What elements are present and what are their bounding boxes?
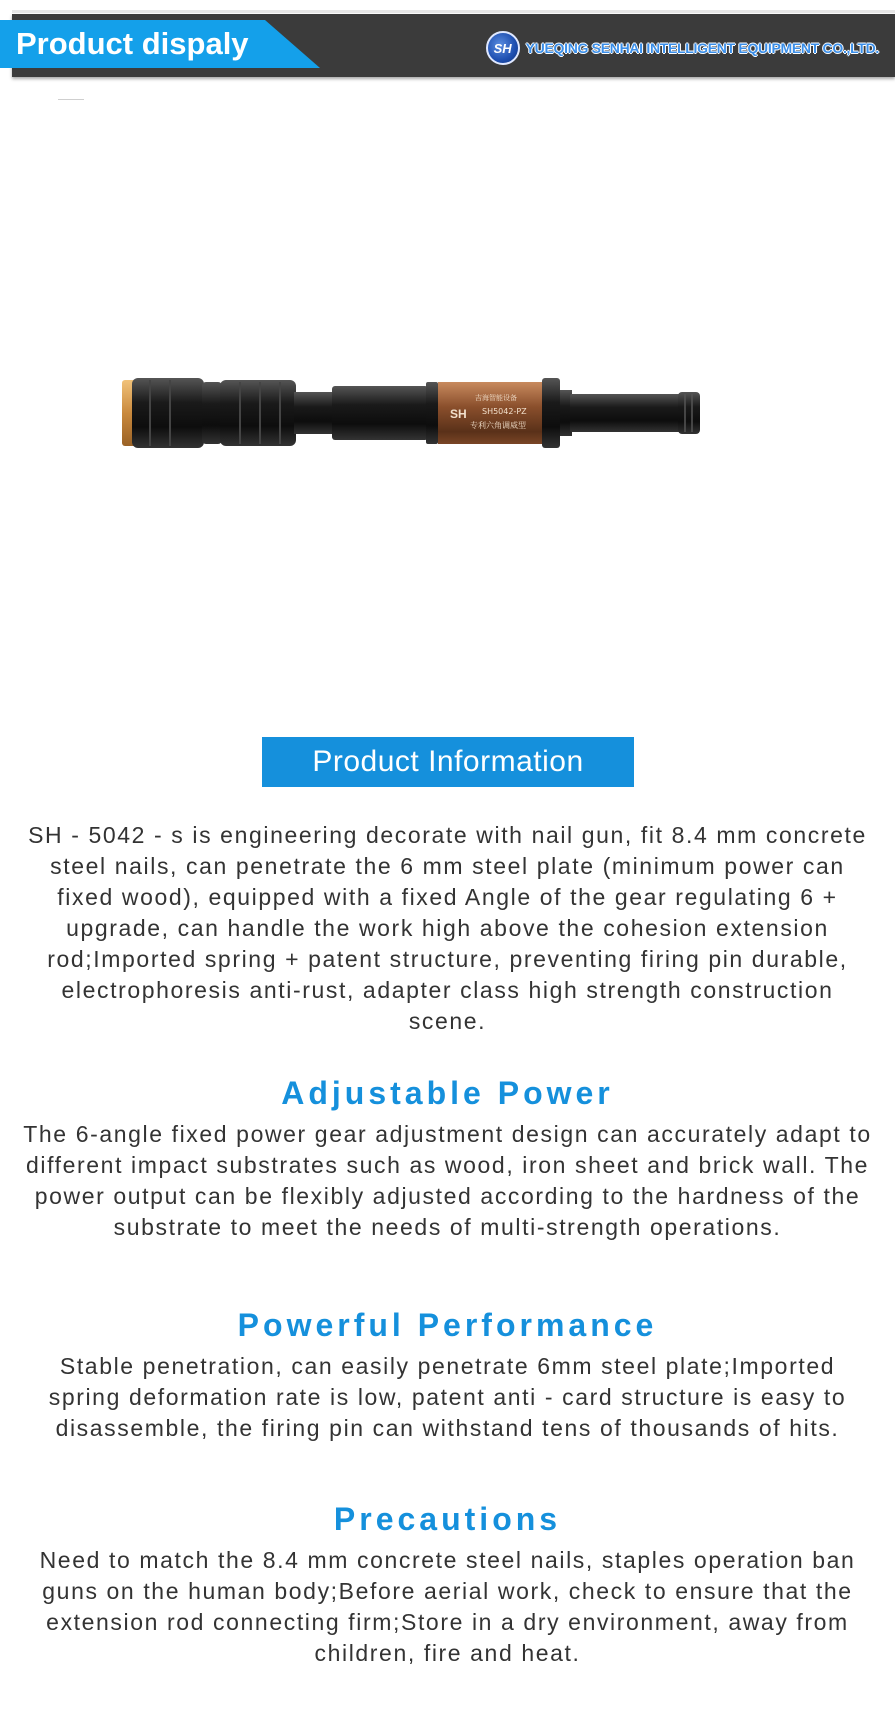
company-name: YUEQING SENHAI INTELLIGENT EQUIPMENT CO.,LTD. [525, 40, 879, 56]
section-title-precautions: Precautions [333, 1501, 562, 1537]
barrel [332, 386, 428, 440]
front-grip [132, 378, 204, 448]
rear-grip [220, 380, 296, 446]
product-image [110, 370, 770, 470]
header-tab-title: Product dispaly [16, 26, 249, 61]
header-top-line [12, 10, 895, 13]
product-information-banner: Product Information [262, 737, 634, 787]
section-body-precautions: Need to match the 8.4 mm concrete steel nails, staples operation ban guns on the human body;Before aerial work, check to ensure that the extension rod connecting firm;Store in a dry environment, away from children, fire and heat. [39, 1547, 856, 1666]
product-description: SH - 5042 - s is engineering decorate with nail gun, fit 8.4 mm concrete steel nails, can penetrate the 6 mm steel plate (minimum power can fixed wood), equipped with a fixed Angle of the gear regulating 6 + upgrade, can handle the work high above the cohesion extension rod;Imported spring + patent structure, preventing firing pin durable, electrophoresis anti-rust, adapter class high strength construction scene. [28, 822, 867, 1034]
svg-text:SH: SH [450, 407, 467, 421]
section-body-powerful-performance: Stable penetration, can easily penetrate 6mm steel plate;Imported spring deformation rate is low, patent anti - card structure is easy to disassemble, the firing pin can withstand tens of thousands of hits. [48, 1353, 847, 1441]
svg-text:专利六角调威型: 专利六角调威型 [470, 421, 526, 430]
section-title-powerful-performance: Powerful Performance [237, 1307, 658, 1343]
company-brand [486, 31, 879, 65]
company-logo-icon [486, 31, 520, 65]
section-title-adjustable-power: Adjustable Power [281, 1075, 614, 1111]
svg-text:SH5042-PZ: SH5042-PZ [482, 407, 527, 416]
divider [58, 99, 84, 100]
svg-text:吉海智能设备: 吉海智能设备 [475, 394, 517, 402]
section-body-adjustable-power: The 6-angle fixed power gear adjustment design can accurately adapt to different impact substrates such as wood, iron sheet and brick wall. The power output can be flexibly adjusted according to the hardness of the substrate to meet the needs of multi-strength operations. [23, 1121, 872, 1240]
gear-ring [542, 378, 560, 448]
extension-rod [570, 394, 682, 432]
logo-text: SH [493, 40, 512, 56]
